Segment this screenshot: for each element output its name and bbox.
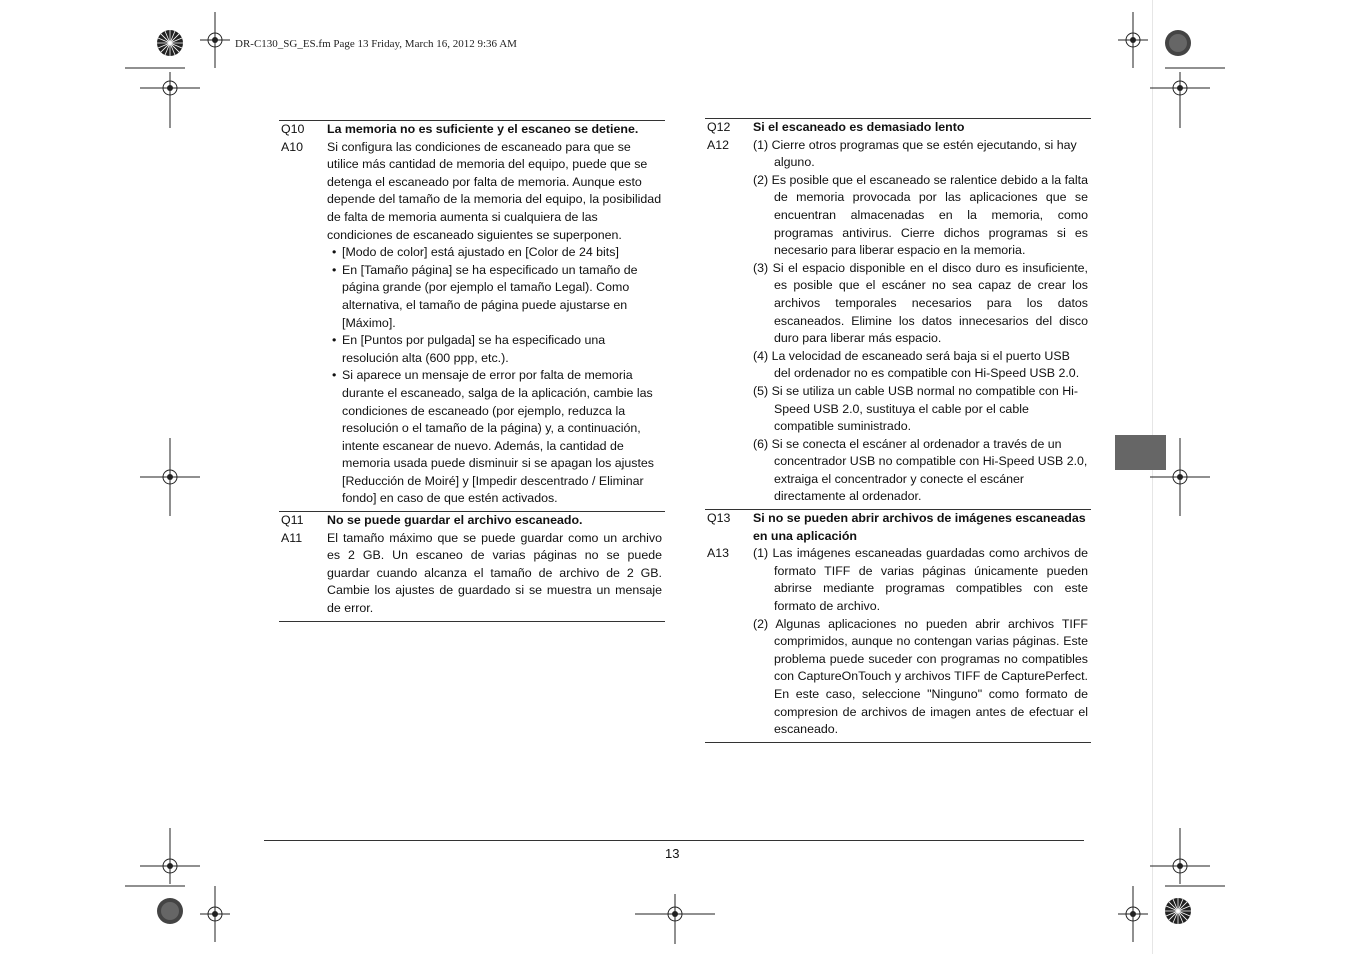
crosshair-mark	[140, 72, 200, 128]
list-item: (6) Si se conecta el escáner al ordenador a través de un concentrador USB no compatible con Hi-Speed USB 2.0, extraiga el concentrador y conecte el escáner directamente al ordenador.	[753, 436, 1088, 504]
question-row	[279, 121, 665, 139]
condition-list	[327, 244, 662, 508]
qa-block-q13	[705, 510, 1091, 743]
answer-row	[279, 530, 665, 621]
crosshair-mark	[140, 828, 200, 884]
page-number: 13	[665, 846, 680, 861]
answer-tag: A13	[707, 546, 730, 561]
question-text: Si el escaneado es demasiado lento	[753, 120, 965, 134]
crosshair-mark	[200, 886, 230, 942]
answer-row	[705, 137, 1091, 509]
list-item: (4) La velocidad de escaneado será baja si el puerto USB del ordenador no es compatible con Hi-Speed USB 2.0.	[753, 348, 1080, 381]
list-item: (2) Algunas aplicaciones no pueden abrir archivos TIFF comprimidos, aunque no contengan varias páginas. Este problema puede suceder con programas no compatibles con CaptureOnTouch y archivos TIFF de CapturePerfect. En este caso, seleccione "Ninguno" como formato de compresion de archivos de imagen antes de efectuar el escaneado.	[753, 616, 1088, 737]
answer-body	[753, 545, 1091, 739]
crosshair-mark	[200, 12, 230, 68]
running-header: DR-C130_SG_ES.fm Page 13 Friday, March 16, 2012 9:36 AM	[235, 38, 517, 50]
list-item: • En [Puntos por pulgada] se ha especificado una resolución alta (600 ppp, etc.).	[327, 332, 662, 367]
step-list	[753, 137, 1088, 506]
question-tag: Q10	[281, 122, 305, 136]
list-item: (3) Si el espacio disponible en el disco duro es insuficiente, es posible que el escáner no sea capaz de crear los archivos temporales necesarios para los datos escaneados. Elimine los datos innecesarios del disco duro para liberar más espacio.	[753, 260, 1088, 346]
registration-rosette-bottom-right	[1163, 896, 1193, 926]
right-column	[705, 118, 1091, 743]
list-item: (1) Cierre otros programas que se estén ejecutando, si hay alguno.	[753, 137, 1077, 170]
answer-body	[327, 139, 665, 508]
crosshair-mark	[140, 438, 200, 516]
question-text: La memoria no es suficiente y el escaneo se detiene.	[327, 122, 639, 136]
qa-block-q12	[705, 118, 1091, 510]
list-item: • [Modo de color] está ajustado en [Color de 24 bits]	[327, 244, 662, 262]
registration-dot-top-right	[1163, 28, 1193, 58]
answer-row	[279, 139, 665, 511]
answer-intro: Si configura las condiciones de escaneado para que se utilice más cantidad de memoria del equipo, puede que se detenga el escaneado por falta de memoria. Aunque esto depende del tamaño de la memoria del equipo, la posibilidad de falta de memoria aumenta si cualquiera de las condiciones de escaneado siguientes se superponen.	[327, 139, 662, 242]
list-item: • En [Tamaño página] se ha especificado un tamaño de página grande (por ejemplo el tamaño Legal). Como alternativa, el tamaño de página puede ajustarse en [Máximo].	[327, 262, 662, 332]
question-row	[279, 512, 665, 530]
step-list	[753, 545, 1088, 739]
answer-tag: A12	[707, 137, 730, 152]
crosshair-mark	[1150, 828, 1210, 884]
crop-line	[1165, 66, 1225, 70]
crop-line	[125, 884, 185, 888]
list-item: (2) Es posible que el escaneado se ralentice debido a la falta de memoria provocada por las aplicaciones que se encuentran almacenadas en la memoria, como programas antivirus. Cierre dichos programas si es necesario para liberar espacio en la memoria.	[753, 172, 1088, 258]
qa-block-q11	[279, 512, 665, 622]
list-item: • Si aparece un mensaje de error por falta de memoria durante el escaneado, salga de la aplicación, cambie las condiciones de escaneado (por ejemplo, reduzca la resolución o el tamaño de la página) y, a continuación, intente escanear de nuevo. Además, la cantidad de memoria usada puede disminuir si se apagan los ajustes [Reducción de Moiré] y [Impedir descentrado / Eliminar fondo] en caso de que estén activados.	[327, 367, 662, 508]
crosshair-mark	[635, 894, 715, 944]
question-text: No se puede guardar el archivo escaneado.	[327, 513, 583, 528]
crosshair-mark	[1118, 886, 1148, 942]
crop-line	[1165, 884, 1225, 888]
question-tag: Q13	[707, 511, 731, 526]
question-row	[705, 510, 1091, 545]
footer-rule	[264, 840, 1084, 841]
crop-line	[125, 66, 185, 70]
question-tag: Q12	[707, 120, 731, 134]
answer-body: El tamaño máximo que se puede guardar como un archivo es 2 GB. Un escaneo de varias páginas no se puede guardar cuando alcanza el tamaño de archivo de 2 GB. Cambie los ajustes de guardado si se muestra un mensaje de error.	[327, 530, 662, 616]
crosshair-mark	[1150, 72, 1210, 128]
question-row	[705, 119, 1091, 137]
crosshair-mark	[1150, 438, 1210, 516]
answer-body	[753, 137, 1091, 506]
answer-row	[705, 545, 1091, 742]
crosshair-mark	[1118, 12, 1148, 68]
question-tag: Q11	[281, 513, 304, 528]
left-column	[279, 120, 665, 622]
qa-block-q10	[279, 120, 665, 512]
registration-rosette-top-left	[155, 28, 185, 58]
answer-tag: A11	[281, 530, 303, 545]
list-item: (5) Si se utiliza un cable USB normal no compatible con Hi-Speed USB 2.0, sustituya el cable por el cable compatible suministrado.	[753, 383, 1079, 434]
answer-tag: A10	[281, 139, 304, 154]
registration-dot-bottom-left	[155, 896, 185, 926]
list-item: (1) Las imágenes escaneadas guardadas como archivos de formato TIFF de varias páginas únicamente pueden abrirse mediante programas compatibles con este formato de archivo.	[753, 546, 1088, 614]
question-text: Si no se pueden abrir archivos de imágenes escaneadas en una aplicación	[753, 511, 1086, 543]
